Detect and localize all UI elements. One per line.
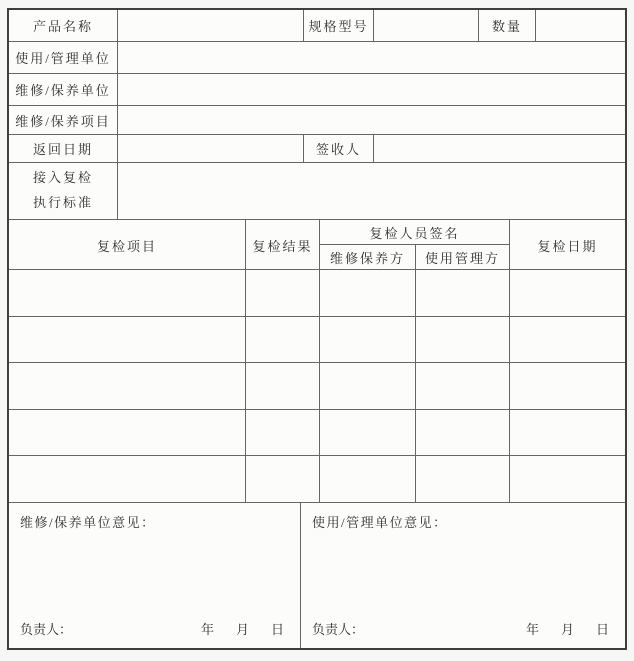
use-unit-signoff bbox=[312, 619, 609, 638]
product-name-label: 产品名称 bbox=[9, 10, 118, 41]
day-label: 日 bbox=[270, 622, 284, 637]
repair-maintenance-items-row bbox=[9, 106, 625, 135]
repair-maintenance-items-value-cell[interactable] bbox=[118, 106, 625, 134]
recheck-standard-value-cell[interactable] bbox=[118, 163, 625, 219]
recheck-item-header: 复检项目 bbox=[9, 220, 246, 270]
recheck-item-cell[interactable] bbox=[9, 456, 246, 502]
recheck-result-cell[interactable] bbox=[246, 317, 320, 363]
day-label: 日 bbox=[595, 622, 609, 637]
use-management-unit-row bbox=[9, 42, 625, 74]
quantity-label: 数量 bbox=[479, 10, 536, 41]
management-party-signature-cell[interactable] bbox=[416, 270, 510, 316]
year-label: 年 bbox=[200, 622, 214, 637]
recheck-date-cell[interactable] bbox=[510, 363, 625, 409]
return-date-label: 返回日期 bbox=[9, 135, 118, 162]
product-name-value-cell[interactable] bbox=[118, 10, 304, 41]
management-party-signature-cell[interactable] bbox=[416, 410, 510, 456]
recheck-date-header: 复检日期 bbox=[537, 238, 598, 254]
management-party-signature-cell[interactable] bbox=[416, 456, 510, 502]
recheck-date-cell[interactable] bbox=[510, 410, 625, 456]
maintenance-party-signature-cell[interactable] bbox=[320, 456, 416, 502]
repair-maintenance-unit-row bbox=[9, 74, 625, 106]
date-year-month-day bbox=[201, 619, 284, 638]
recheck-item-cell[interactable] bbox=[9, 363, 246, 409]
management-party-signature-cell[interactable] bbox=[416, 363, 510, 409]
recheck-table-header bbox=[9, 220, 625, 270]
maintenance-party-signature-cell[interactable] bbox=[320, 363, 416, 409]
recheck-date-cell[interactable] bbox=[510, 456, 625, 502]
return-date-value-cell[interactable] bbox=[118, 135, 304, 162]
use-management-unit-label: 使用/管理单位 bbox=[9, 42, 118, 73]
year-label: 年 bbox=[525, 622, 539, 637]
management-party-signature-cell[interactable] bbox=[416, 317, 510, 363]
recheck-standard-row bbox=[9, 163, 625, 220]
recheck-empty-row bbox=[9, 270, 625, 317]
repair-maintenance-items-label: 维修/保养项目 bbox=[9, 106, 118, 134]
recheck-item-cell[interactable] bbox=[9, 410, 246, 456]
spec-model-label: 规格型号 bbox=[304, 10, 374, 41]
recheck-standard-label-line1: 接入复检 bbox=[32, 170, 93, 186]
return-date-row bbox=[9, 135, 625, 163]
use-unit-opinion-label: 使用/管理单位意见： bbox=[312, 515, 448, 530]
spec-model-value-cell[interactable] bbox=[374, 10, 479, 41]
maintenance-unit-opinion-cell[interactable] bbox=[9, 503, 301, 648]
maintenance-party-signature-cell[interactable] bbox=[320, 270, 416, 316]
recheck-empty-row bbox=[9, 363, 625, 410]
month-label: 月 bbox=[235, 622, 249, 637]
product-info-row bbox=[9, 10, 625, 42]
recheck-empty-row bbox=[9, 456, 625, 503]
maintenance-party-signature-cell[interactable] bbox=[320, 410, 416, 456]
recheck-empty-row bbox=[9, 317, 625, 364]
maintenance-recheck-form bbox=[7, 8, 627, 650]
maintenance-unit-opinion-label: 维修/保养单位意见： bbox=[20, 515, 156, 530]
recheck-result-header: 复检结果 bbox=[246, 220, 320, 270]
recipient-value-cell[interactable] bbox=[374, 135, 625, 162]
recipient-label: 签收人 bbox=[304, 135, 374, 162]
opinions-section bbox=[9, 503, 625, 648]
recheck-result-cell[interactable] bbox=[246, 410, 320, 456]
use-unit-opinion-cell[interactable] bbox=[301, 503, 625, 648]
recheck-standard-label bbox=[9, 163, 118, 219]
repair-maintenance-unit-value-cell[interactable] bbox=[118, 74, 625, 105]
recheck-date-cell[interactable] bbox=[510, 317, 625, 363]
person-in-charge-label: 负责人： bbox=[312, 622, 365, 637]
recheck-item-cell[interactable] bbox=[9, 270, 246, 316]
recheck-empty-row bbox=[9, 410, 625, 457]
quantity-value-cell[interactable] bbox=[536, 10, 625, 41]
management-party-header: 使用管理方 bbox=[416, 245, 510, 270]
recheck-date-cell[interactable] bbox=[510, 270, 625, 316]
recheck-result-cell[interactable] bbox=[246, 270, 320, 316]
recheck-signature-header: 复检人员签名 bbox=[320, 220, 510, 245]
recheck-standard-label-line2: 执行标准 bbox=[32, 195, 93, 210]
recheck-result-cell[interactable] bbox=[246, 456, 320, 502]
month-label: 月 bbox=[560, 622, 574, 637]
recheck-result-cell[interactable] bbox=[246, 363, 320, 409]
person-in-charge-label: 负责人： bbox=[20, 622, 73, 637]
recheck-item-cell[interactable] bbox=[9, 317, 246, 363]
repair-maintenance-unit-label: 维修/保养单位 bbox=[9, 74, 118, 105]
maintenance-party-header: 维修保养方 bbox=[320, 245, 416, 270]
use-management-unit-value-cell[interactable] bbox=[118, 42, 625, 73]
maintenance-unit-signoff bbox=[20, 619, 284, 638]
date-year-month-day bbox=[526, 619, 609, 638]
recheck-table-body bbox=[9, 270, 625, 503]
maintenance-party-signature-cell[interactable] bbox=[320, 317, 416, 363]
